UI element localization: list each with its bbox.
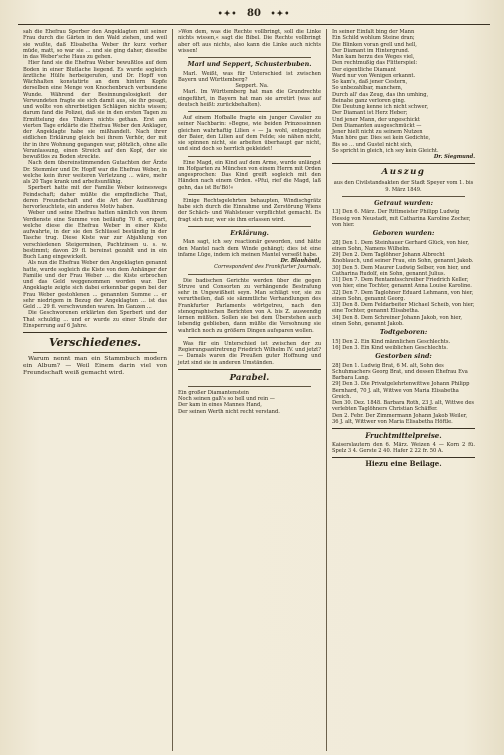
anecdote-paragraph: Eine Magd, ein Kind auf dem Arme, wurde unlängst im Hofgarten zu München von einem Herrn mit Orden angesprochen: Das Kind greift sogleich mit den Händen nach einem Orden. »Pfui, rief die Magd, laß gehn, das ist Bu'Bö!« [178,159,321,191]
divider [342,196,465,197]
section-title-marl-seppert: Marl und Seppert, Schusterbuben. [187,60,312,68]
poem-line: Ein großer Diamantenstein [178,389,249,396]
poem-line: Und jener Mann, der ungeschickt [332,116,420,123]
heading-died: Gestorben sind: [375,352,432,360]
list-item: 29] Den 2. Dem Taglöhner Johann Albrecht Knoblauch, und seiner Frau, ein Sohn, genannt Jakob. [332,252,474,265]
poem-line: In seiner Einfalt bing der Mann [332,29,415,35]
poem-line: Man höre gar. Dies sei kein Gedichte, [332,135,431,142]
article-paragraph: Sperbert hatte mit der Familie Weber keineswegs Feindschaft; daher müßte die empfindliche That, deren Freundschaft und die Art der Ausführung hervorleuchtete, ein anderes Motiv haben. [23,185,167,210]
poem-line: Der eigentliche Diamant [332,66,396,73]
page-number: 80 [247,8,261,19]
born-list [332,240,475,328]
poem-signature: Dr. Siegmund. [433,154,475,160]
poem-line: Den Diamanten ausgeschmückt — [332,122,422,129]
poem-line: Durch all' das Zeug, das ihn umhing, [332,91,429,98]
divider [188,194,311,195]
section-title-erklaerung: Erklärung. [230,228,269,237]
poem-line: Man kam herzu des Weges viel, [332,54,415,60]
poem-line: Ward nur von Wenigen erkannt. [332,72,416,79]
section-title-verschiedenes: Verschiedenes. [48,336,142,349]
header-ornament-left: •✦• [217,8,238,18]
dialog-line: Marl. Im Württemberg hat man die Grundrechte eingeführt, in Bayern hat man sie arretirt (was auf deutsch heißt: zurückbehalten). [178,89,321,108]
section-divider [332,428,475,429]
divider [188,57,311,58]
columns [18,29,490,751]
list-item: 31] Den 7. Dem Rentamtsschreiber Friedrich Keller, von hier, eine Tochter, genannt Anna Louise Karoline. [332,277,472,290]
column-1 [18,29,172,751]
poem-line: Noch seinen gaß's so hell und rein — [178,396,275,402]
divider [188,386,311,387]
divider [188,156,311,157]
list-item: 13] Den 6. März. Der Rittmeister Philipp Ludwig Hessig von Neustadt, mit Catharina Karoline Zocher, von hier. [332,209,471,228]
heading-stillborn: Todtgeboren: [379,328,428,336]
heading-married: Getraut wurden: [374,198,433,207]
died-list [332,363,475,426]
column-2 [172,29,326,751]
section-divider [332,457,475,458]
header-ornament-right: •✦• [270,8,291,18]
poem-line: Bis so ... und Gustel nicht sich, [332,141,413,148]
section-divider [23,332,167,333]
section-title-auszug: Auszug [381,167,426,178]
list-item: 30] Den 5. Dem Maurer Ludwig Selber, von hier, und Catharina Rudolf, ein Sohn, genannt Julius. [332,264,471,277]
poem-line: Die Deutung kenne ich nicht schwer, [332,104,429,110]
list-item: 34] Den 8. Dem Schreiner Johann Jakob, von hier, einen Sohn, genannt Jakob. [332,314,462,327]
article-paragraph: sah die Ehefrau Sperber den Angeklagten mit seiner Frau durch die Gärten in den Wald ziehen, und weil sie wußte, daß Elisabetha Weber ihr kurz vorher müde, matt, so war sie ... und sie ging daher, dieselbe in das Weber'sche Haus zu gehen. [23,29,167,60]
poem [178,390,321,415]
article-paragraph: Nach dem übereinstimmenden Gutachten der Ärzte Dr. Stemmler und Dr. Hopff war die Ehefrau Weber, in welche kein ihrer weiteren Verletzung ... wäre, mehr als 20 Tage krank und arbeitsunfähig. [23,160,167,185]
poem-line: Den rechtmußig das Flitterspiel: [332,60,418,67]
article-paragraph: Weber und seine Ehefrau hatten nämlich von ihrem Verdienste eine Summe von beiläufig 70 fl. erspart, welche diese die Ehefrau Weber in einer Kiste aufwahrte, in der sie den Schlüssel beständig in der Tasche trug. Diese Kiste war zur Abjahlung von verschiedenen Steigerminen, Pachtzinsen u. s. w. bestimmt; davon 29 fl. bereinst gezahlt und in ein Buch Lang eingewickelt. [23,210,167,260]
auszug-subtitle: aus den Civilstandsakten der Stadt Speyer vom 1. bis 9. März 1849. [333,180,474,193]
poem-line: So unbezahlbar, manchem, [332,85,403,92]
list-item: 29] Den 3. Die Privatgelehrtenwittwe Johann Philipp Bernhard, 70 J. alt, Wittwe von Maria Elisabetha Greich. [332,381,470,400]
poem-line: Die Blinken voran grell und hell, [332,41,417,48]
list-item: Den 30. Dez. 1848. Barbara Roth, 23 J. alt, Wittwe des verlebten Taglöhners Christian Schäffer. [332,400,474,413]
column-3 [326,29,480,751]
section-divider [178,369,321,370]
heading-born: Geboren wurden: [372,229,435,237]
poem-line: Der Diamant ist Herz Heber; [332,110,408,117]
signature: Dr. Blauhäntl, [280,258,321,264]
divider [188,226,311,227]
article-paragraph: Die Geschworenen erklärten den Sperbert und der That schuldig ... und er wurde zu einer Strafe der Einsperrung auf 6 Jahre. [23,310,167,329]
list-item: 32] Den 7. Dem Taglohner Eduard Lehmann, von hier, einen Sohn, genannt Georg. [332,289,474,302]
poem-line: Jener hielt nicht zu seinem Nutzen [332,129,423,135]
supplement-note: Hiezu eine Beilage. [365,459,442,468]
grain-prices: Kaiserslautern den 6. März. Weizen 4 — Korn 2 fü. Spelz 3 4. Gerste 2 40. Hafer 2 22 fr. 50 A. [332,441,475,454]
poem-line: Ein Schild wohlum Steine dran; [332,35,415,42]
misc-paragraph: Warum nennt man ein Stammbuch modern ein Album? — Weil Einem darin viel von Freundschaft weiß gemacht wird. [23,356,167,377]
anecdote-paragraph: Die badischen Gerichte werden über die gegen Struve und Consorten zu verhängende Bestrafung sehr in Ungewißheit seyn. Man schlägt vor, sie zu verurtheilen, daß sie sämmtliche Verhandlungen des Frankfurter Parlaments wörtgetreu, nach den stenographischen Berichten von A. bis Z. auswendig lernen müßten. Sollen sie bei dem Überstehen auch lebendig geblieben, dann müßte die Versohnung sie wahrlich noch zu größern Dingen aufsparen wollen. [178,277,321,334]
poem-line: Der kam in eines Mannes Hand, [178,402,262,409]
poem-line: So kam's, daß jener Cestern, [332,79,408,85]
heading-grain-prices: Fruchtmittelpreise. [365,431,442,440]
anecdote-paragraph: Was für ein Unterschied ist zwischen der zu Regierungsantretreng Friedrich Wilhelm IV. und jetzt? — Damals waren die Preußen guter Hoffnung und jetzt sind sie in anderen Umständen. [178,340,321,366]
anecdote-paragraph: Auf einem Hofballe fragte ein junger Cavalier zu seiner Nachbarin: »Begne, wie beiden Prinzessinnen gleichen wahrhaftig Lilien « — Ja wohl, entgegnete der Baier, den Lilien auf dem Felde; sie nähen nicht, sie spinnen nicht, sie arbeiten überhaupt gar nicht, und sind doch so herrlich gekleidet! [178,115,321,153]
anecdote-paragraph: Einige Rechtsgelehrten behaupten, Windischgrätz habe sich durch die Einnahme und Zerstörung Wiens der Schäch- und Wahlsteuer verpflichtet gemacht. Es fragt sich nur, wer sie ihm erlassen wird. [178,197,321,223]
article-paragraph: Als nun die Ehefrau Weber den Angeklagten genannt hatte, wurde sogleich die Kiste von dem Anhänger der Familie und der Frau Weber ... die Kiste erbrochen und das Geld weggenommen worden war. Der Angeklagte zeigte sich dabei erkennbar gegen bei der Frau Weber gestohlenen ... genannten Summe ... er sehr niedrigem in Bezug der Angeklagten ... ist das Geld ... 29 fl. verschwunden waren. Im Ganzen ... [23,260,167,310]
poem-line: So spricht in gleich, ich sey kein Gleicht. [332,147,439,154]
list-item: 28] Den 1. Dem Steinhauer Gerhard Glück, von hier, einen Sohn, Namens Wilhelm. [332,239,470,252]
poem-line: Beinahe ganz verloren ging. [332,97,406,104]
divider [188,111,311,112]
signature-subtitle: Correspondent des Frankfurter Journals. [214,264,321,271]
poem-line: Der Diamant im Hintergrund. [332,47,410,54]
married-list [332,209,475,228]
article-paragraph: Hier fand sie die Ehefrau Weber bewußtlos auf dem Boden in einer Blutlache liegend. Es wurde sogleich ärztliche Hülfe herbeigerufen, und Dr. Hopff von Wächhalten konstatirte an dem hintern Kopfe derselben eine Menge von Knochenbruch verbundene Wunde. Während der Besinnungslosigkeit der Verwundeten fragte sie sich damit aus, sie ihr gesagt, und wollte von ehrerbietigen Schlägen nichts wissen; darum fand die Polizei, daß sie in den ersten Tagen zu Ermittelung des Thäters nichts gethan. Erst am vierten Tage erklärte die Ehefrau Weber den Anklager, der Angeklagte habe sie mißhandelt. Nach ihrer eidlichen Erklärung gleich bei ihrem Verhör, der mit ihr in ihre Wohnung gegangen war, plötzlich, ohne alle Veranlassung, einen Streich auf den Kopf, der sie bewußtlos zu Boden streckte. [23,60,167,160]
poem-line: Der seinen Werth nicht recht verstand. [178,408,280,415]
dialog-line: Seppert. Na. [235,83,269,89]
divider [188,337,311,338]
statement-paragraph: Man sagt, ich sey reactionär geworden, und hätte den Mantel nach dem Winde gehängt; dies ist eine infame Lüge, indem ich meinen Mantel verseßt habe. [178,239,321,258]
section-divider [332,163,475,164]
list-item: 33] Den 8. Dem Feldarbeiter Michael Scheib, von hier, eine Tochter, genannt Elisabetha. [332,302,475,315]
list-item: Den 2. Febr. Der Zimmermann Johann Jakob Weiler, 36 J. alt, Wittwer von Maria Elisabetha Höftle. [332,412,468,425]
divider [188,274,311,275]
intro-paragraph: »Won dem, was die Rechte vollbringt, soll die Linke nichts wissen,« sagt die Bibel. Die Rechte vollbringt aber oft aus nichts, also kann die Linke auch nichts wissen! [178,29,321,54]
divider [33,352,157,353]
list-item: 16] Den 3. Ein Kind weiblichen Geschlechts. [332,344,448,351]
list-item: 28] Den 1. Ludwig Brat, 6 M. alt, Sohn des Schuhmachers Georg Brat, und dessen Ehefrau Eva Barbara Lang. [332,362,468,381]
page-header [18,8,490,25]
stillborn-list [332,339,475,352]
list-item: 15] Den 2. Ein Kind männlichen Geschlechts. [332,338,451,345]
dialog-line: Marl. Weißt, was für Unterschied ist zwischen Bayern und Württemberg? [178,70,321,83]
poem-continued [332,29,475,154]
section-title-parabel: Parabel. [229,372,270,383]
